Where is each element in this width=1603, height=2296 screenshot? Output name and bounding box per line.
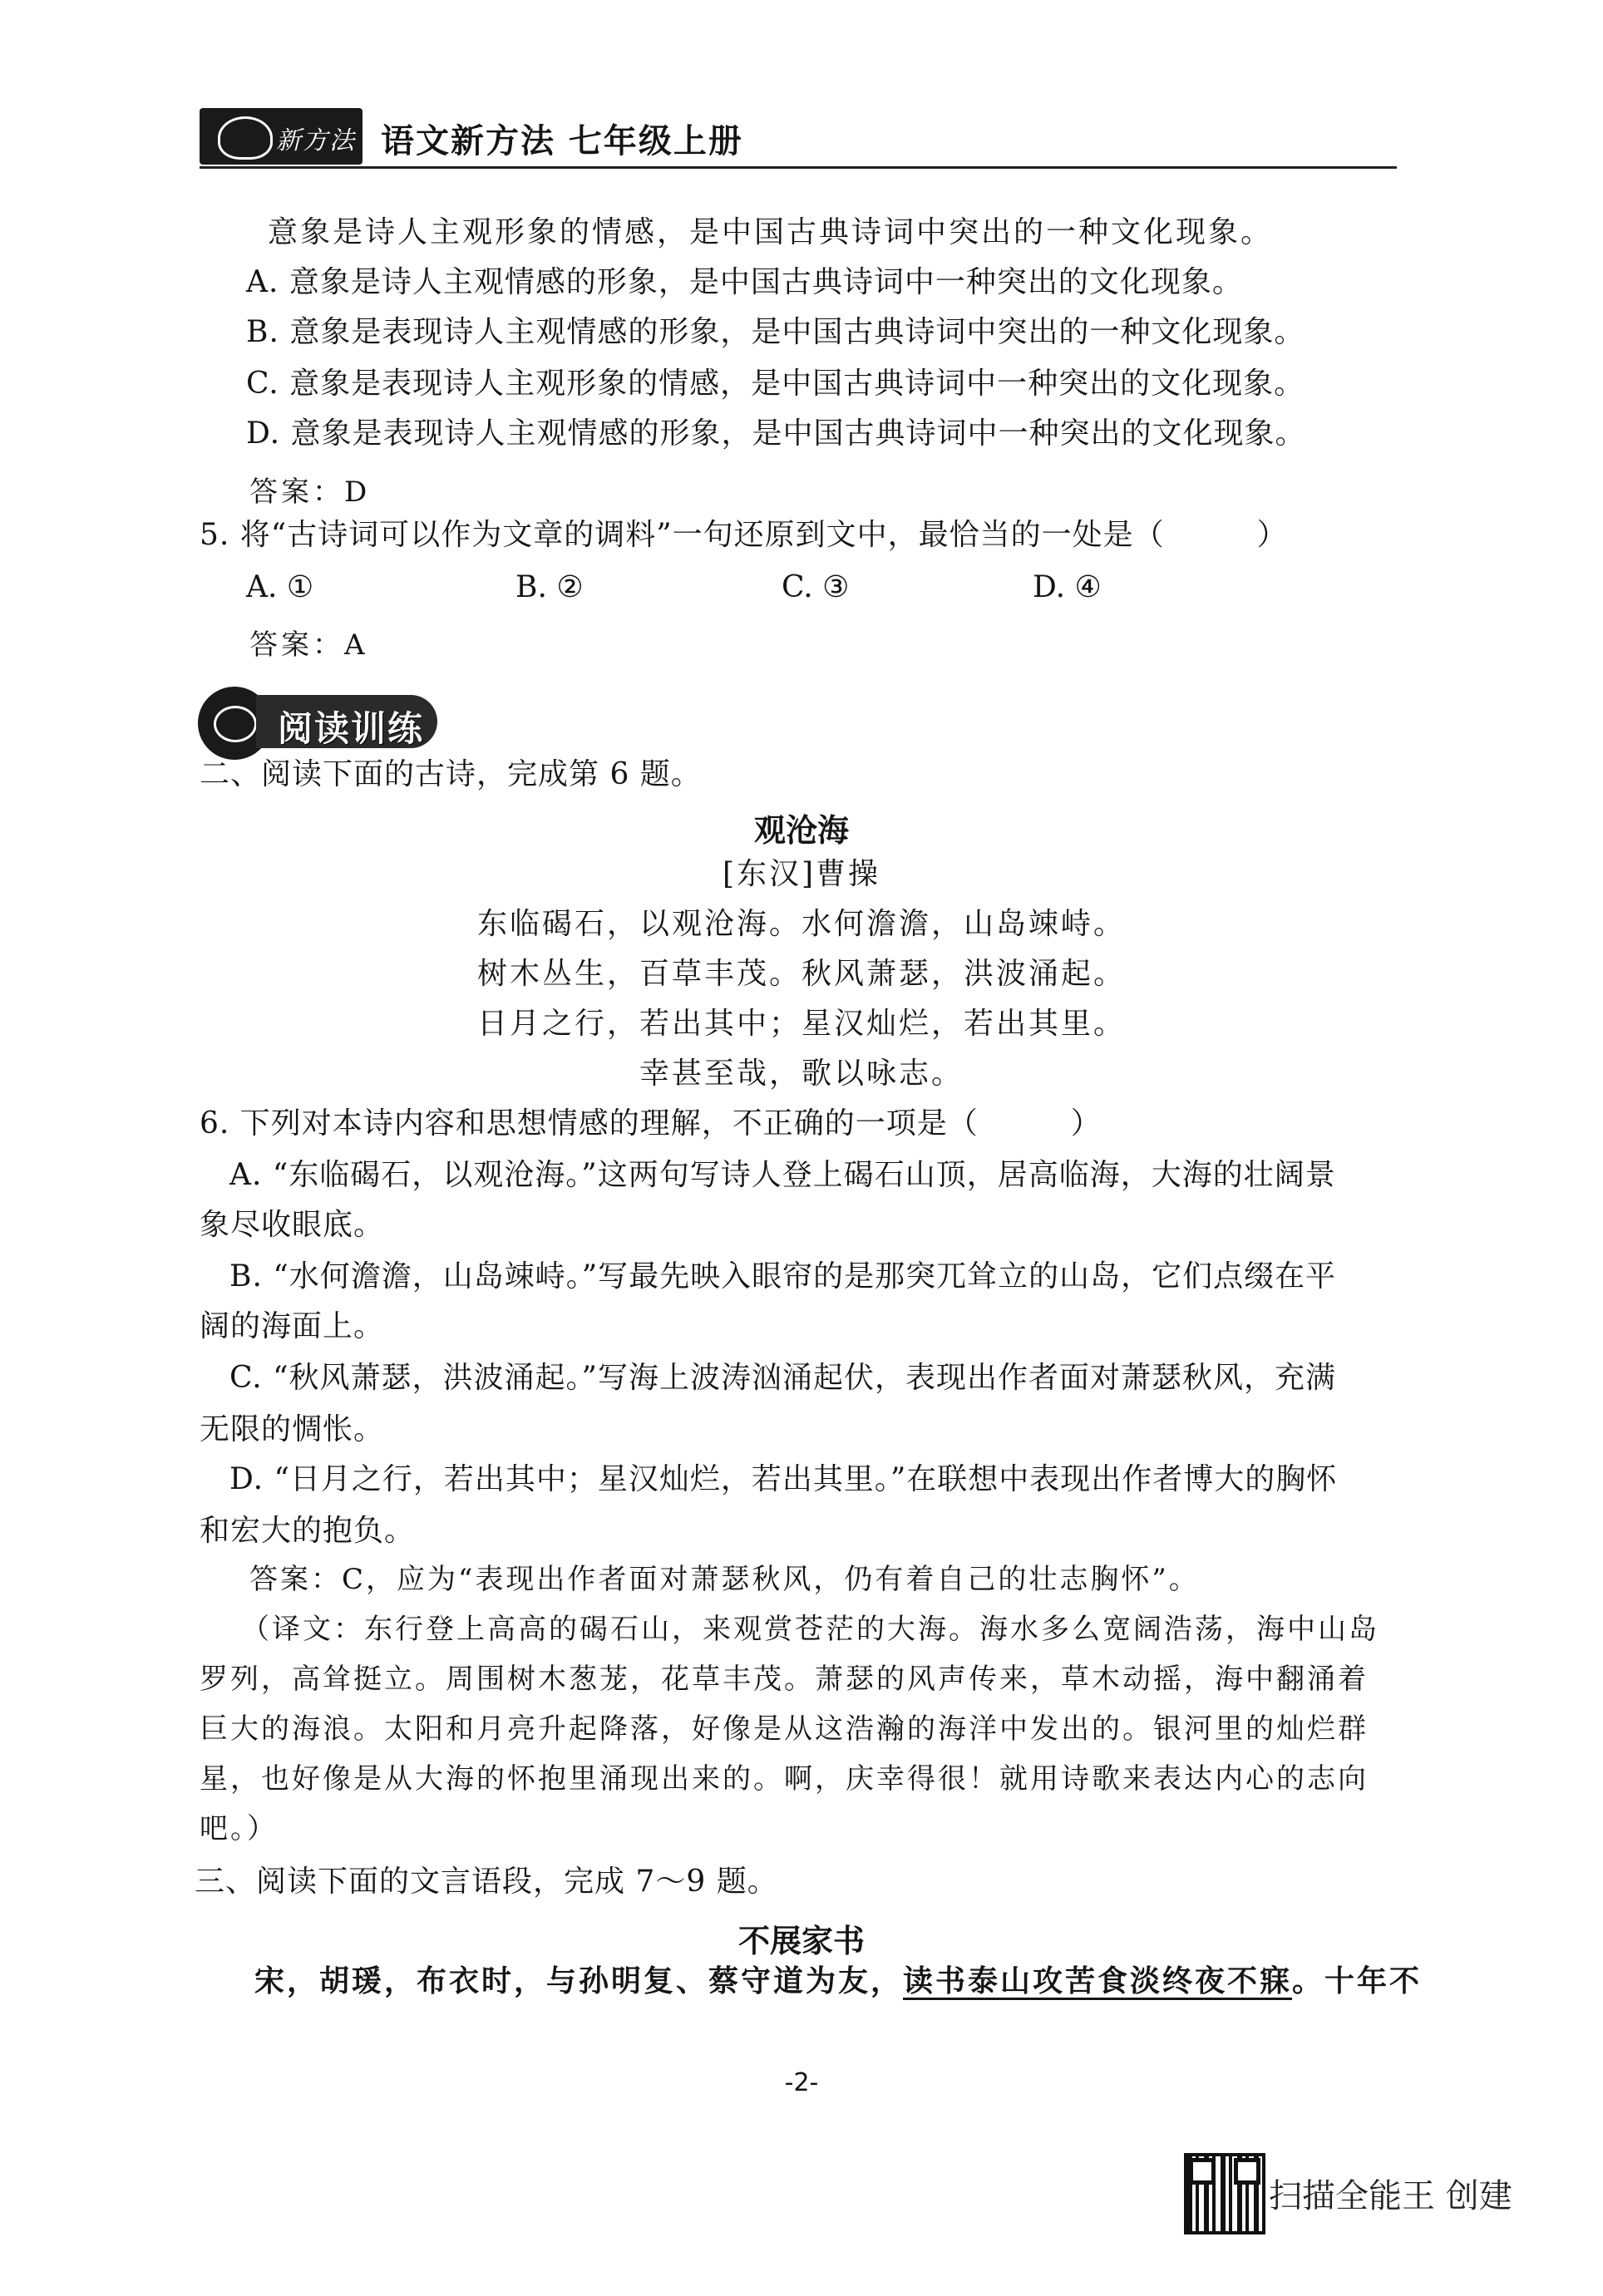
q4-option-b: B. 意象是表现诗人主观情感的形象，是中国古典诗词中突出的一种文化现象。 [246, 315, 1305, 349]
q4-option-a: A. 意象是诗人主观情感的形象，是中国古典诗词中一种突出的文化现象。 [246, 265, 1243, 299]
q6-option-d-line-2: 和宏大的抱负。 [200, 1514, 416, 1548]
poem-line-3: 日月之行，若出其中；星汉灿烂，若出其里。 [476, 1007, 1126, 1041]
butterfly-icon [218, 116, 273, 160]
publisher-logo [200, 108, 363, 165]
passage-title: 不展家书 [737, 1923, 865, 1959]
q5-option-c: C. ③ [782, 570, 850, 604]
passage-underlined-sentence: 读书泰山攻苦食淡终夜不寐 [903, 1963, 1293, 1998]
q5-option-d: D. ④ [1033, 570, 1102, 604]
book-title: 语文新方法 七年级上册 [381, 122, 743, 160]
section-3-heading: 三、阅读下面的文言语段，完成 7～9 题。 [195, 1865, 778, 1899]
q6-option-c-line-1: C. “秋风萧瑟，洪波涌起。”写海上波涛汹涌起伏，表现出作者面对萧瑟秋风，充满 [229, 1361, 1336, 1395]
scanner-watermark: 扫描全能王 创建 [1269, 2177, 1512, 2215]
passage-text-before: 宋，胡瑗，布衣时，与孙明复、蔡守道为友， [254, 1963, 904, 1998]
page-header [200, 106, 1397, 173]
q6-option-a-line-2: 象尽收眼底。 [200, 1208, 385, 1242]
q5-option-a: A. ① [246, 570, 314, 604]
q6-stem: 6. 下列对本诗内容和思想情感的理解，不正确的一项是（ ） [200, 1106, 1102, 1141]
poem-author: [东汉]曹操 [722, 857, 881, 891]
q4-original-sentence: 意象是诗人主观形象的情感，是中国古典诗词中突出的一种文化现象。 [268, 215, 1274, 249]
poem-line-2: 树木丛生，百草丰茂。秋风萧瑟，洪波涌起。 [476, 957, 1126, 991]
poem-title: 观沧海 [753, 812, 849, 849]
qr-code-icon [1184, 2153, 1265, 2234]
reading-practice-badge [198, 687, 444, 758]
q6-answer: 答案：C，应为“表现出作者面对萧瑟秋风，仍有着自己的壮志胸怀”。 [249, 1563, 1200, 1596]
q6-option-c-line-2: 无限的惆怅。 [200, 1412, 385, 1446]
poem-line-4: 幸甚至哉，歌以咏志。 [639, 1057, 964, 1091]
header-divider [200, 166, 1397, 169]
q6-option-a-line-1: A. “东临碣石，以观沧海。”这两句写诗人登上碣石山顶，居高临海，大海的壮阔景 [229, 1158, 1336, 1192]
q4-answer: 答案：D [249, 475, 371, 509]
q5-stem: 5. 将“古诗词可以作为文章的调料”一句还原到文中，最恰当的一处是（ ） [200, 518, 1288, 552]
page-number: -2- [784, 2068, 819, 2097]
q5-answer: 答案：A [249, 628, 368, 662]
poem-line-1: 东临碣石，以观沧海。水何澹澹，山岛竦峙。 [476, 907, 1126, 941]
q6-translation-line-5: 吧。） [200, 1812, 278, 1845]
q6-option-d-line-1: D. “日月之行，若出其中；星汉灿烂，若出其里。”在联想中表现出作者博大的胸怀 [229, 1462, 1338, 1496]
q6-option-b-line-1: B. “水何澹澹，山岛竦峙。”写最先映入眼帘的是那突兀耸立的山岛，它们点缀在平 [229, 1259, 1337, 1293]
badge-label: 阅读训练 [278, 708, 425, 749]
q6-translation-line-4: 星，也好像是从大海的怀抱里涌现出来的。啊，庆幸得很！就用诗歌来表达内心的志向 [200, 1762, 1369, 1796]
passage-text-after: 。十年不 [1292, 1963, 1423, 1998]
q6-translation-line-1: （译文：东行登上高高的碣石山，来观赏苍茫的大海。海水多么宽阔浩荡，海中山岛 [241, 1613, 1379, 1646]
q6-translation-line-3: 巨大的海浪。太阳和月亮升起降落，好像是从这浩瀚的海洋中发出的。银河里的灿烂群 [200, 1712, 1369, 1746]
q4-option-c: C. 意象是表现诗人主观形象的情感，是中国古典诗词中一种突出的文化现象。 [246, 367, 1305, 401]
q5-option-b: B. ② [515, 570, 584, 604]
q6-translation-line-2: 罗列，高耸挺立。周围树木葱茏，花草丰茂。萧瑟的风声传来，草木动摇，海中翻涌着 [200, 1663, 1369, 1696]
q4-option-d: D. 意象是表现诗人主观情感的形象，是中国古典诗词中一种突出的文化现象。 [246, 416, 1306, 451]
section-2-heading: 二、阅读下面的古诗，完成第 6 题。 [200, 757, 702, 791]
logo-text: 新方法 [276, 126, 356, 155]
passage-text-line-1 [254, 1963, 1422, 1999]
q6-option-b-line-2: 阔的海面上。 [200, 1309, 385, 1343]
